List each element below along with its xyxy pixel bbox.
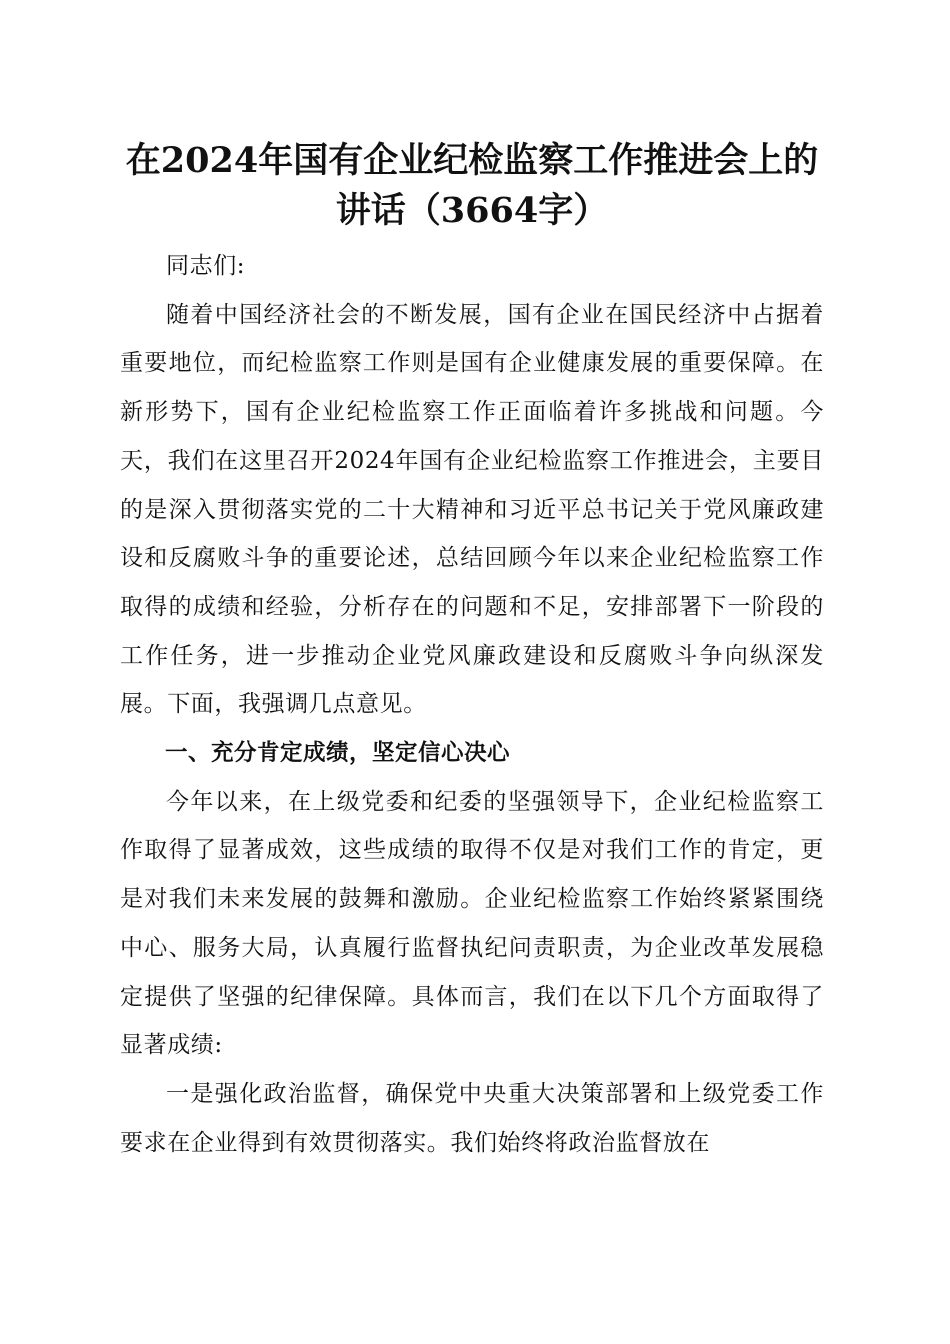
intro-paragraph: 随着中国经济社会的不断发展，国有企业在国民经济中占据着重要地位，而纪检监察工作则是国有企业健康发展的重要保障。在新形势下，国有企业纪检监察工作正面临着许多挑战和问题。今天，我们在这里召开2024年国有企业纪检监察工作推进会，主要目的是深入贯彻落实党的二十大精神和习近平总书记关于党风廉政建设和反腐败斗争的重要论述，总结回顾今年以来企业纪检监察工作取得的成绩和经验，分析存在的问题和不足，安排部署下一阶段的工作任务，进一步推动企业党风廉政建设和反腐败斗争向纵深发展。下面，我强调几点意见。	[120, 301, 824, 718]
title-line-2: 讲话（3664字）	[335, 190, 609, 231]
section-paragraph: 一是强化政治监督，确保党中央重大决策部署和上级党委工作要求在企业得到有效贯彻落实。我们始终将政治监督放在	[120, 1080, 824, 1156]
document-content	[120, 136, 824, 1167]
document-title	[120, 136, 824, 236]
section-paragraph: 今年以来，在上级党委和纪委的坚强领导下，企业纪检监察工作取得了显著成效，这些成绩的取得不仅是对我们工作的肯定，更是对我们未来发展的鼓舞和激励。企业纪检监察工作始终紧紧围绕中心、服务大局，认真履行监督执纪问责职责，为企业改革发展稳定提供了坚强的纪律保障。具体而言，我们在以下几个方面取得了显著成绩:	[120, 788, 824, 1059]
greeting: 同志们:	[166, 253, 246, 279]
title-line-1: 在2024年国有企业纪检监察工作推进会上的	[125, 140, 819, 181]
section-heading: 一、充分肯定成绩，坚定信心决心	[165, 740, 511, 767]
